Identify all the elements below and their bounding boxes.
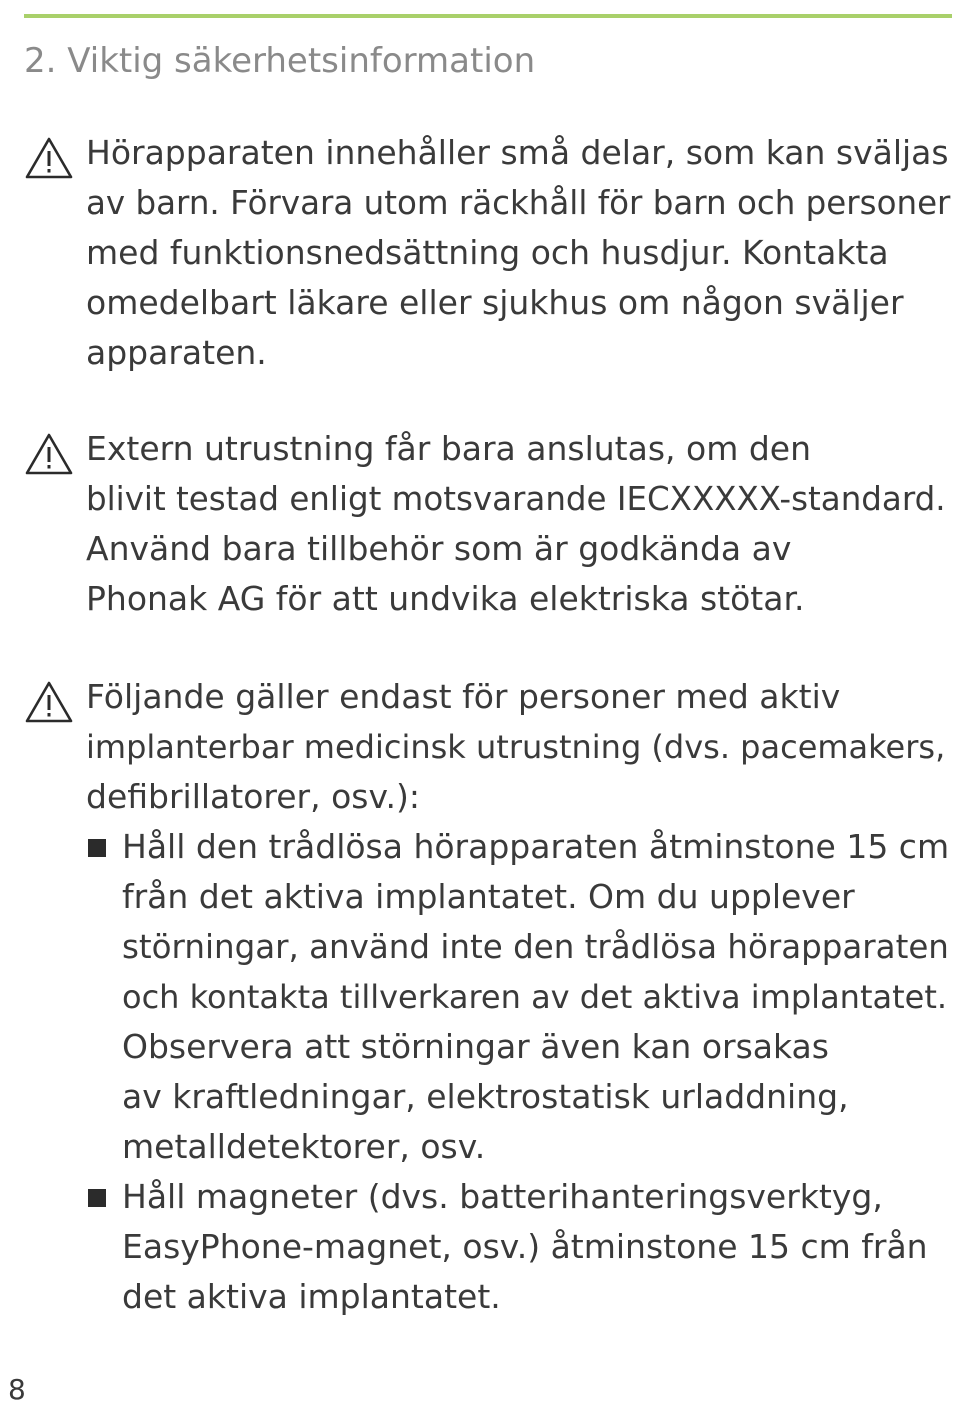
text-line: Håll den trådlösa hörapparaten åtminstone 15 cm xyxy=(122,827,950,866)
warning-text xyxy=(86,424,954,624)
bullet-text xyxy=(122,822,954,1172)
square-bullet-icon xyxy=(88,839,106,857)
text-line: Använd bara tillbehör som är godkända av xyxy=(86,529,792,568)
bullet-list xyxy=(24,822,954,1322)
page-number: 8 xyxy=(8,1373,26,1406)
text-line: omedelbart läkare eller sjukhus om någon sväljer xyxy=(86,283,904,322)
warning-text xyxy=(86,128,954,378)
text-line: med funktionsnedsättning och husdjur. Kontakta xyxy=(86,233,889,272)
text-line: Håll magneter (dvs. batterihanteringsverktyg, xyxy=(122,1177,883,1216)
text-line: från det aktiva implantatet. Om du upplever xyxy=(122,877,855,916)
text-line: störningar, använd inte den trådlösa hörapparaten xyxy=(122,928,949,966)
text-line: metalldetektorer, osv. xyxy=(122,1127,486,1166)
warning-text xyxy=(86,672,954,822)
section-title: 2. Viktig säkerhetsinformation xyxy=(24,41,536,81)
text-line: Observera att störningar även kan orsakas xyxy=(122,1027,829,1066)
text-line: apparaten. xyxy=(86,333,267,372)
warning-triangle-icon xyxy=(24,136,74,180)
text-line: implanterbar medicinsk utrustning (dvs. pacemakers, xyxy=(86,728,946,766)
text-line: defibrillatorer, osv.): xyxy=(86,777,420,816)
warning-triangle-icon xyxy=(24,680,74,724)
text-line: EasyPhone-magnet, osv.) åtminstone 15 cm från xyxy=(122,1227,928,1266)
text-line: Extern utrustning får bara anslutas, om den xyxy=(86,429,812,468)
text-line: blivit testad enligt motsvarande IECXXXXX-standard. xyxy=(86,480,946,518)
text-line: Phonak AG för att undvika elektriska stötar. xyxy=(86,579,805,618)
text-line: av kraftledningar, elektrostatisk urladdning, xyxy=(122,1077,849,1116)
text-line: och kontakta tillverkaren av det aktiva implantatet. xyxy=(122,978,948,1016)
warning-triangle-icon xyxy=(24,432,74,476)
text-line: det aktiva implantatet. xyxy=(122,1277,501,1316)
square-bullet-icon xyxy=(88,1189,106,1207)
text-line: Följande gäller endast för personer med aktiv xyxy=(86,677,841,716)
text-line: Hörapparaten innehåller små delar, som kan sväljas xyxy=(86,133,949,172)
top-divider xyxy=(24,14,952,18)
list-item xyxy=(24,822,954,1172)
bullet-text xyxy=(122,1172,954,1322)
list-item xyxy=(24,1172,954,1322)
text-line: av barn. Förvara utom räckhåll för barn och personer xyxy=(86,184,951,222)
